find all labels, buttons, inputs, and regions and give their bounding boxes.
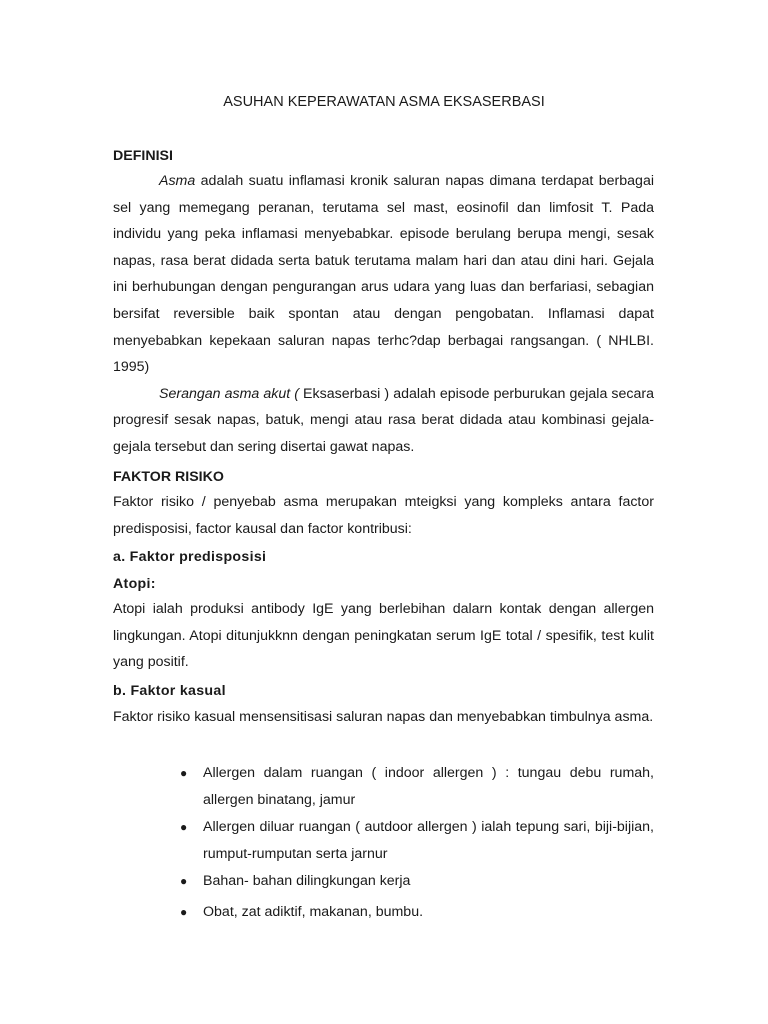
list-item bbox=[180, 814, 654, 868]
causal-factors-list bbox=[180, 760, 654, 926]
definisi-paragraph-1-text: adalah suatu inflamasi kronik saluran napas dimana terdapat berbagai sel yang memegang peranan, terutama sel mast, eosinofil dan limfosit T. Pada individu yang peka inflamasi menyebabkar. episode berulang berupa mengi, sesak napas, rasa berat didada serta batuk terutama malam hari dan atau dini hari. Gejala ini berhubungan dengan pengurangan arus udara yang luas dan berfariasi, sebagian bersifat reversible baik spontan atau dengan pengobatan. Inflamasi dapat menyebabkan kepekaan saluran napas terhc?dap berbagai rangsangan. ( NHLBI. 1995) bbox=[113, 173, 654, 376]
list-item bbox=[180, 760, 654, 814]
term-asma: Asma bbox=[159, 173, 196, 189]
faktor-kasual-text: Faktor risiko kasual mensensitisasi saluran napas dan menyebabkan timbulnya asma. bbox=[113, 709, 654, 725]
list-item-text: Allergen dalam ruangan ( indoor allergen ) : tungau debu rumah, allergen binatang, jamur bbox=[203, 765, 654, 808]
definisi-paragraph-1 bbox=[113, 168, 654, 381]
atopi-body bbox=[113, 596, 654, 676]
definisi-body bbox=[113, 168, 654, 461]
faktor-risiko-intro-text: Faktor risiko / penyebab asma merupakan mteigksi yang kompleks antara factor predisposisi, factor kausal dan factor kontribusi: bbox=[113, 494, 654, 537]
section-heading-definisi: DEFINISI bbox=[113, 148, 173, 164]
faktor-risiko-intro bbox=[113, 489, 654, 542]
atopi-text: Atopi ialah produksi antibody IgE yang berlebihan dalarn kontak dengan allergen lingkungan. Atopi ditunjukknn dengan peningkatan serum IgE total / spesifik, test kulit yang positif. bbox=[113, 601, 654, 671]
section-heading-faktor-risiko: FAKTOR RISIKO bbox=[113, 469, 224, 485]
term-serangan-asma-akut: Serangan asma akut ( bbox=[159, 385, 299, 402]
document-title: ASUHAN KEPERAWATAN ASMA EKSASERBASI bbox=[223, 94, 545, 110]
definisi-paragraph-2 bbox=[113, 381, 654, 461]
bullet-icon: ● bbox=[180, 905, 188, 919]
bullet-icon: ● bbox=[180, 874, 188, 888]
list-item-text: Bahan- bahan dilingkungan kerja bbox=[203, 873, 411, 889]
list-item bbox=[180, 868, 654, 895]
bullet-icon: ● bbox=[180, 820, 188, 834]
list-item bbox=[180, 899, 654, 926]
list-item-text: Obat, zat adiktif, makanan, bumbu. bbox=[203, 904, 424, 920]
subheading-atopi: Atopi: bbox=[113, 576, 156, 592]
subheading-faktor-kasual: b. Faktor kasual bbox=[113, 683, 226, 699]
faktor-kasual-body bbox=[113, 704, 654, 731]
bullet-icon: ● bbox=[180, 766, 188, 780]
list-item-text: Allergen diluar ruangan ( autdoor allergen ) ialah tepung sari, biji-bijian, rumput-rumputan serta jarnur bbox=[203, 819, 654, 862]
definisi-paragraph-2-text: Eksaserbasi ) adalah episode perburukan gejala secara progresif sesak napas, batuk, mengi atau rasa berat didada atau kombinasi gejala-gejala tersebut dan sering disertai gawat napas. bbox=[113, 385, 655, 455]
subheading-faktor-predisposisi: a. Faktor predisposisi bbox=[113, 549, 267, 565]
